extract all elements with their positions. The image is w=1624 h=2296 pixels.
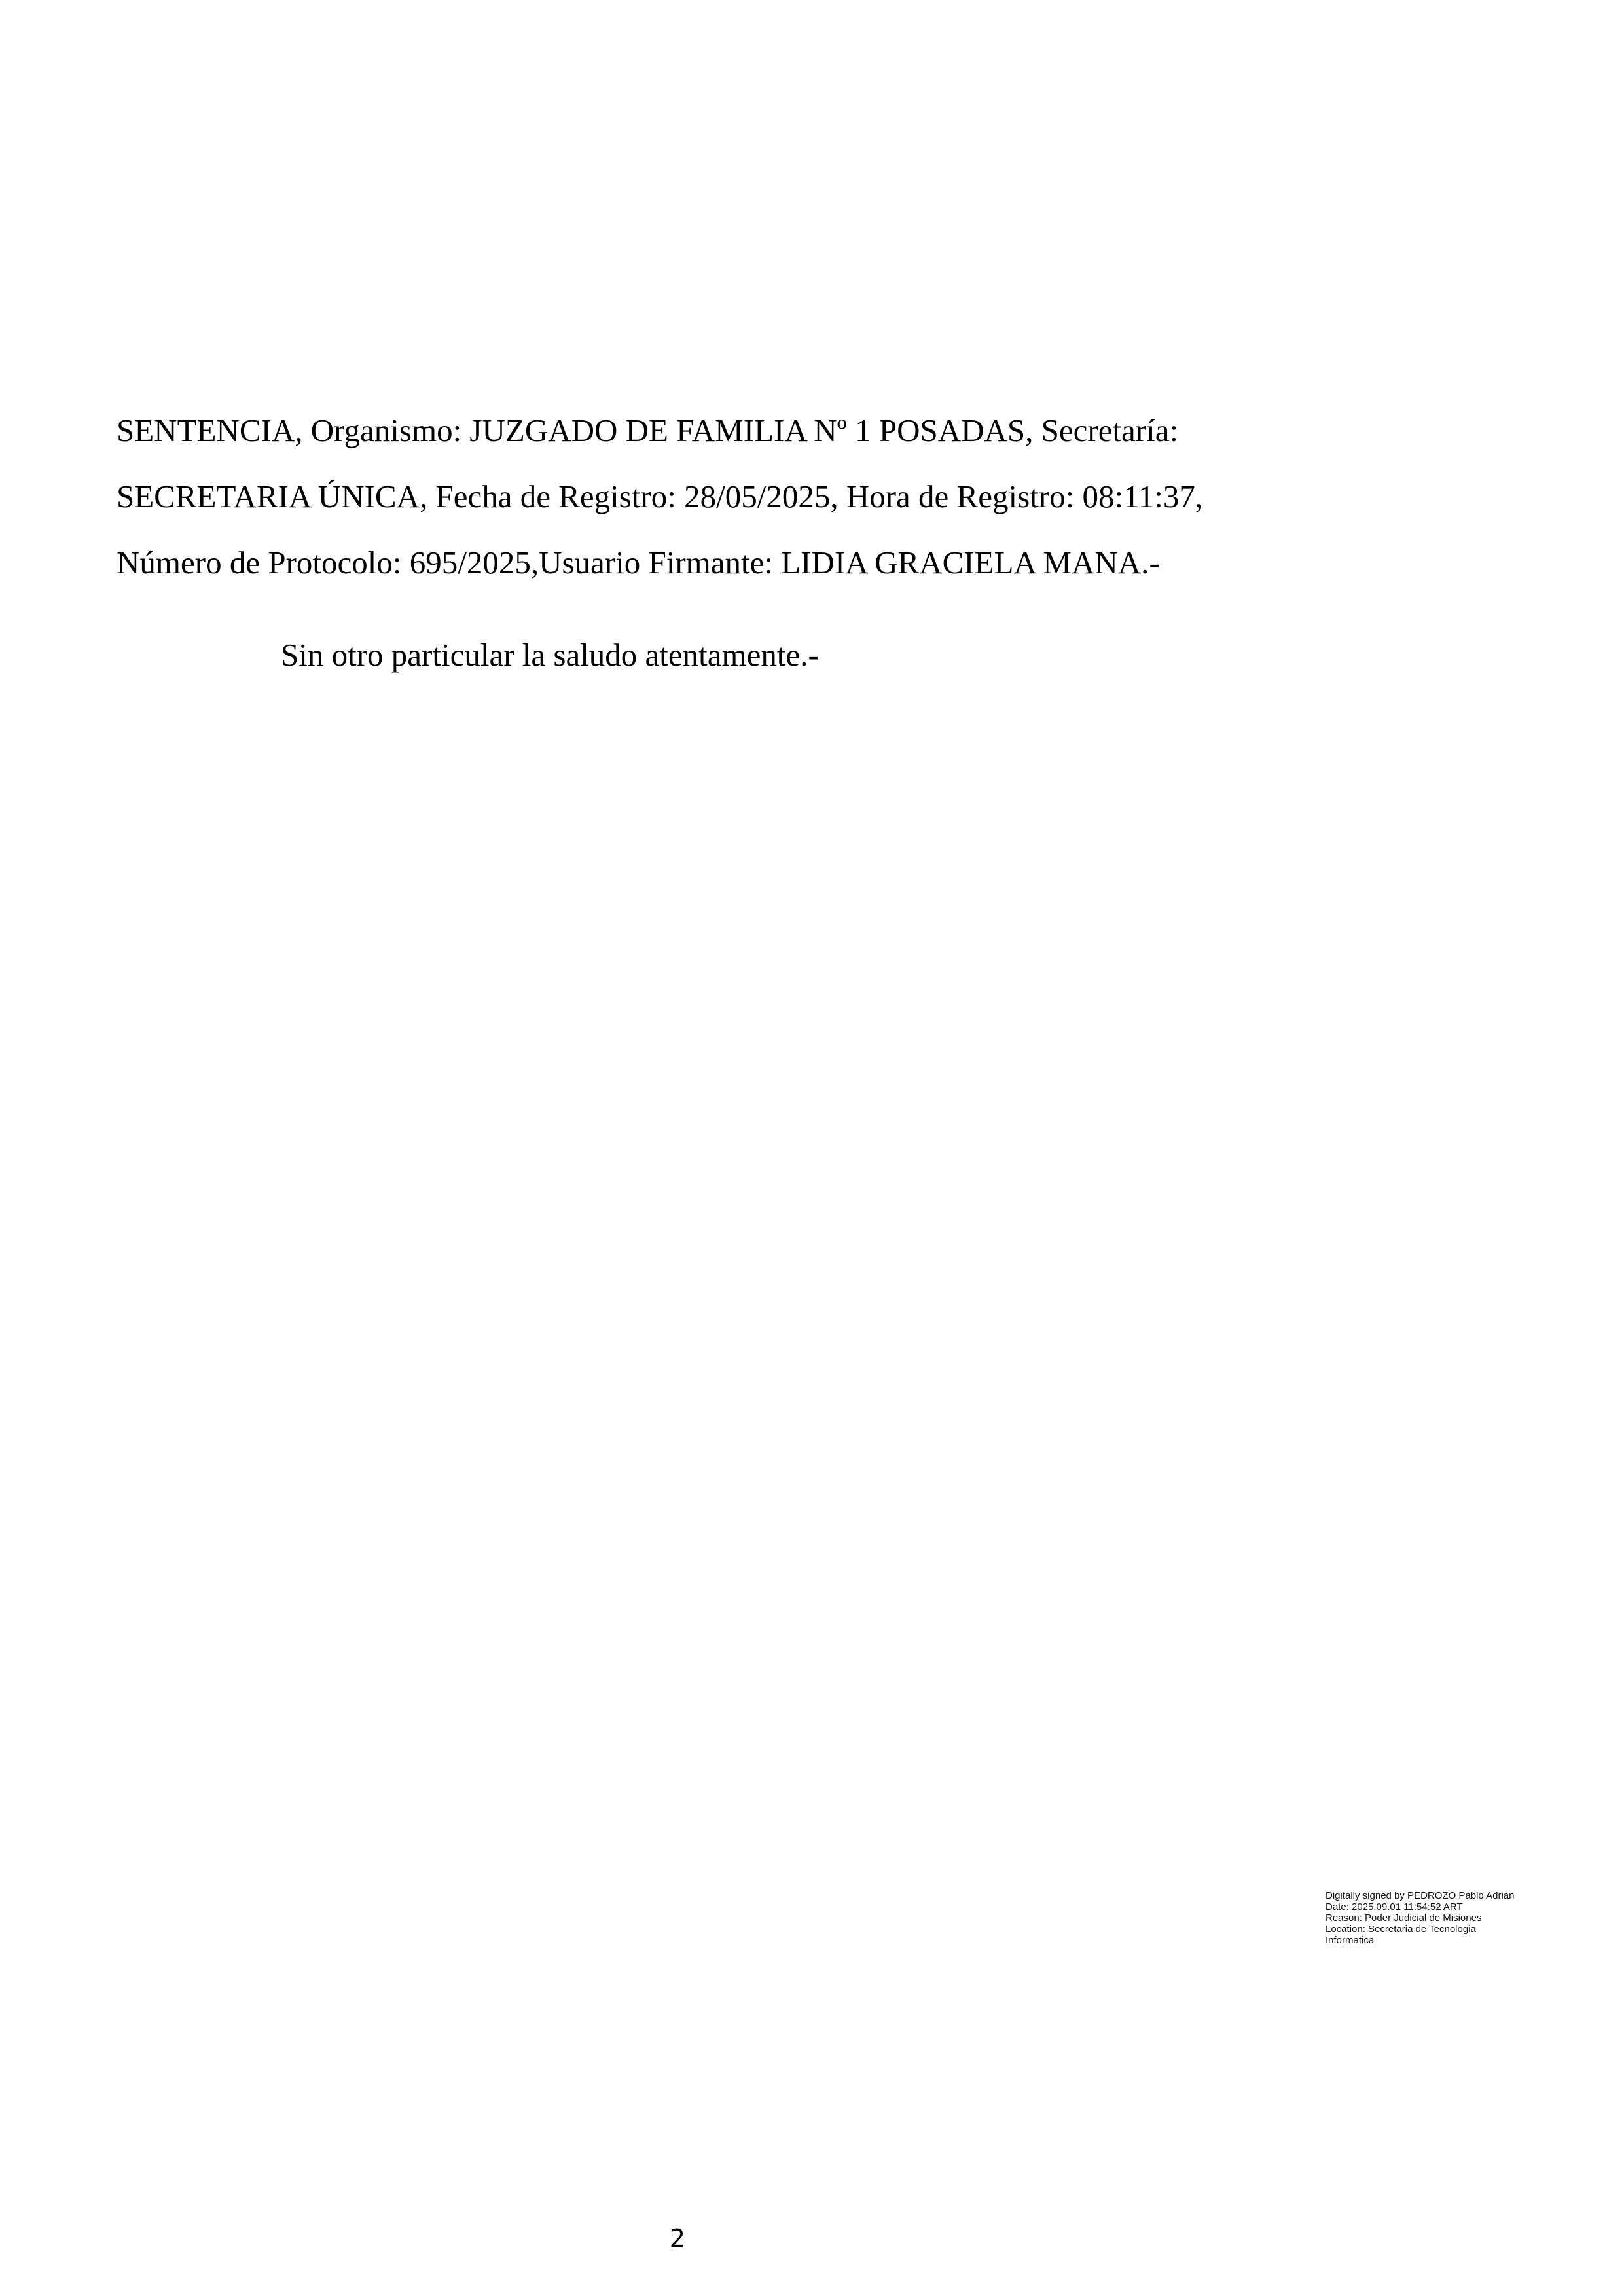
registry-line-3: Número de Protocolo: 695/2025,Usuario Firmante: LIDIA GRACIELA MANA.-	[117, 545, 1160, 581]
registry-line-1: SENTENCIA, Organismo: JUZGADO DE FAMILIA Nº 1 POSADAS, Secretaría:	[117, 412, 1179, 448]
registry-paragraph	[117, 397, 1491, 596]
page-number: 2	[669, 2224, 686, 2253]
digital-signature-stamp	[1326, 1890, 1548, 1946]
signature-signer: Digitally signed by PEDROZO Pablo Adrian	[1326, 1890, 1515, 1901]
signature-location: Location: Secretaria de Tecnologia	[1326, 1924, 1476, 1935]
closing-salutation: Sin otro particular la saludo atentamente.-	[281, 637, 819, 673]
signature-location-cont: Informatica	[1326, 1935, 1375, 1946]
signature-reason: Reason: Poder Judicial de Misiones	[1326, 1912, 1482, 1924]
registry-line-2: SECRETARIA ÚNICA, Fecha de Registro: 28/05/2025, Hora de Registro: 08:11:37,	[117, 478, 1204, 514]
signature-date: Date: 2025.09.01 11:54:52 ART	[1326, 1901, 1463, 1912]
